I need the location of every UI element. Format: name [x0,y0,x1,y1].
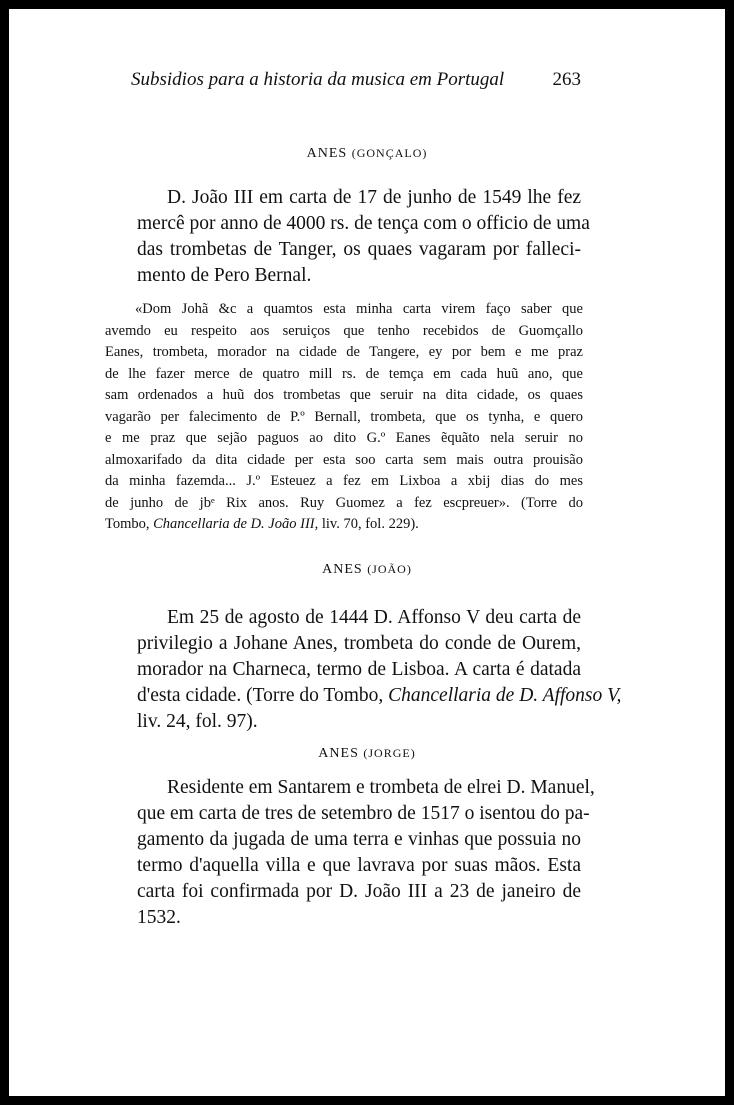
citation-text: liv. 70, fol. 229). [318,516,419,532]
heading-surname: ANES [306,146,348,161]
quote-line: almoxarifado da dita cidade per esta soo carta sem mais outra prouisão [105,451,583,468]
section-heading-joao [9,562,725,578]
heading-given-name: (JOÃO) [367,562,412,576]
heading-given-name: (GONÇALO) [351,146,428,160]
text-line: mento de Pero Bernal. [137,265,312,286]
running-title: Subsidios para a historia da musica em Portugal [131,69,505,90]
text-line: D. João III em carta de 17 de junho de 1549 lhe fez [167,187,581,208]
section-heading-goncalo [9,146,725,162]
quote-line: de junho de jbᵉ Rix anos. Ruy Guomez a fez escpreuer». (Torre do [105,494,583,511]
text-line: Residente em Santarem e trombeta de elrei D. Manuel, [167,777,595,798]
text-line: privilegio a Johane Anes, trombeta do conde de Ourem, [137,633,581,654]
text-line: das trombetas de Tanger, os quaes vagaram por falleci- [137,239,581,260]
citation-text: d'esta cidade. (Torre do Tombo, [137,685,389,706]
page-number: 263 [552,69,581,90]
quote-line: e me praz que sejão paguos ao dito G.º Eanes ẽquãto nela seruir no [105,430,583,446]
quote-line: sam ordenados a huũ dos trombetas que seruir na dita cidade, os quaes [105,387,583,403]
citation-text: Tombo, [105,516,154,532]
document-quote-goncalo [105,299,583,536]
heading-given-name: (JORGE) [363,746,416,760]
text-line: morador na Charneca, termo de Lisboa. A carta é datada [137,659,581,680]
paragraph-joao [137,605,622,735]
text-line: Em 25 de agosto de 1444 D. Affonso V deu carta de [167,607,581,628]
text-line: gamento da jugada de uma terra e vinhas que possuia no [137,829,581,850]
text-line: termo d'aquella villa e que lavrava por suas mãos. Esta [137,855,581,876]
text-line: 1532. [137,907,181,928]
running-head [131,69,581,99]
citation-source-title: Chancellaria de D. Affonso V, [388,685,622,706]
section-heading-jorge [9,746,725,762]
heading-surname: ANES [322,562,363,577]
quote-line: Eanes, trombeta, morador na cidade de Tangere, ey por bem e me praz [105,344,583,360]
quote-line-citation [105,514,583,536]
quote-line: avemdo eu respeito aos seruiços que tenho recebidos de Guomçallo [105,322,583,339]
paragraph-goncalo [137,185,590,289]
text-line: carta foi confirmada por D. João III a 23 de janeiro de [137,881,581,902]
text-line: que em carta de tres de setembro de 1517 o isentou do pa- [137,803,590,824]
citation-source-title: Chancellaria de D. João III, [153,516,319,532]
paragraph-jorge [137,775,595,931]
text-line: liv. 24, fol. 97). [137,711,258,732]
book-page [9,9,725,1096]
quote-line: da minha fazemda... J.º Esteuez a fez em Lixboa a xbij dias do mes [105,473,583,489]
quote-line: de lhe fazer merce de quatro mill rs. de temça em cada huũ ano, que [105,365,583,382]
quote-line: «Dom Johã &c a quamtos esta minha carta virem faço saber que [135,301,583,317]
quote-line: vagarão per falecimento de P.º Bernall, trombeta, que os tynha, e quero [105,408,583,425]
text-line: mercê por anno de 4000 rs. de tença com o officio de uma [137,213,590,234]
heading-surname: ANES [318,746,359,761]
text-line-citation [137,683,622,709]
